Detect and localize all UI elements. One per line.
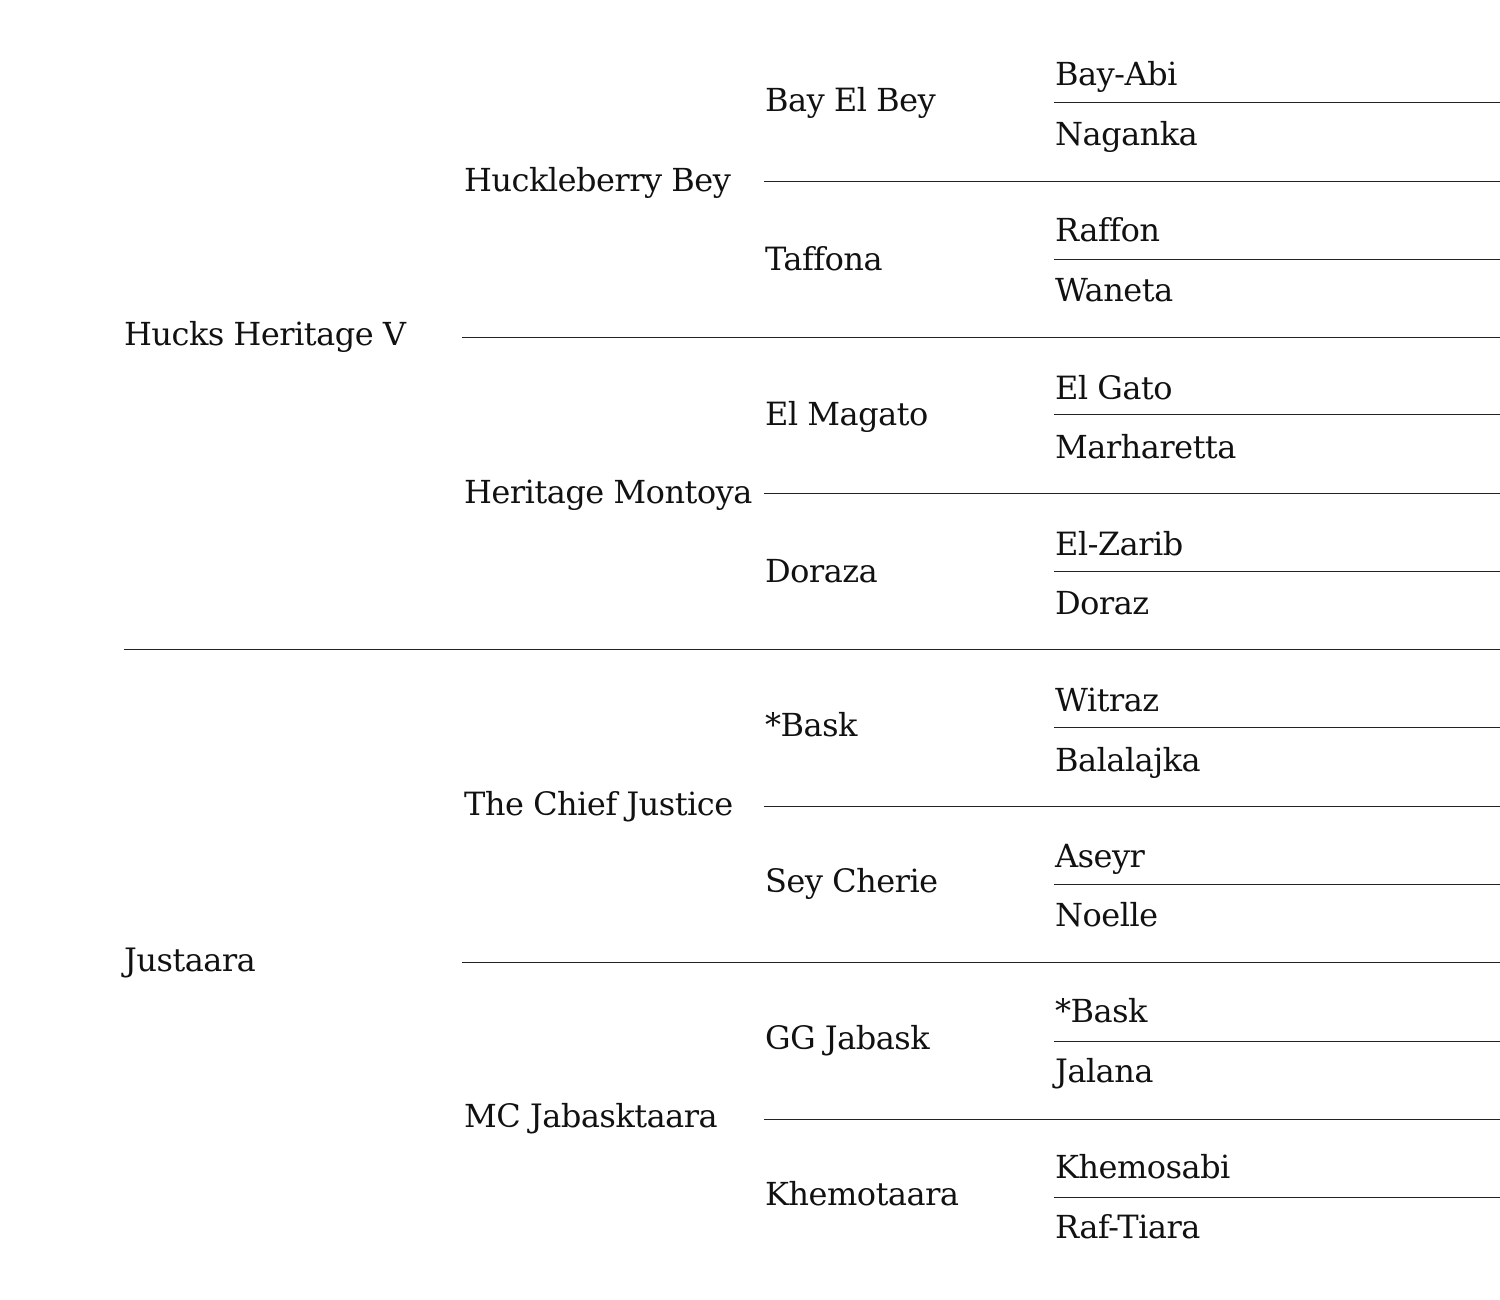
dd-dam-name: Khemotaara: [765, 1175, 959, 1213]
ssd-sire-name: Raffon: [1055, 211, 1160, 249]
ds-dam-name: Sey Cherie: [765, 862, 938, 900]
divider-gen2-bottom: [462, 962, 1500, 963]
sire-sire-name: Huckleberry Bey: [464, 161, 731, 199]
sd-sire-name: El Magato: [765, 395, 928, 433]
divider-gen4: [1054, 1197, 1500, 1198]
dsd-sire-name: Aseyr: [1055, 837, 1145, 875]
divider-gen4: [1054, 1041, 1500, 1042]
dds-dam-name: Jalana: [1055, 1052, 1153, 1090]
divider-gen4: [1054, 259, 1500, 260]
sd-dam-name: Doraza: [765, 552, 878, 590]
ssd-dam-name: Waneta: [1055, 271, 1173, 309]
divider-gen4: [1054, 571, 1500, 572]
divider-gen4: [1054, 414, 1500, 415]
sss-sire-name: Bay-Abi: [1055, 55, 1177, 93]
divider-gen4: [1054, 102, 1500, 103]
dss-sire-name: Witraz: [1055, 681, 1159, 719]
ss-sire-name: Bay El Bey: [765, 81, 936, 119]
sire-dam-name: Heritage Montoya: [464, 473, 752, 511]
divider-gen4: [1054, 727, 1500, 728]
sire-name: Hucks Heritage V: [124, 315, 406, 353]
divider-gen3: [764, 181, 1500, 182]
ds-sire-name: *Bask: [765, 706, 857, 744]
dd-sire-name: GG Jabask: [765, 1019, 930, 1057]
sds-dam-name: Marharetta: [1055, 428, 1236, 466]
sds-sire-name: El Gato: [1055, 369, 1173, 407]
dss-dam-name: Balalajka: [1055, 741, 1201, 779]
divider-gen3: [764, 493, 1500, 494]
ddd-dam-name: Raf-Tiara: [1055, 1208, 1200, 1246]
divider-gen3: [764, 806, 1500, 807]
dam-dam-name: MC Jabasktaara: [464, 1097, 718, 1135]
dam-name: Justaara: [124, 941, 256, 979]
divider-gen1: [124, 649, 1500, 650]
ddd-sire-name: Khemosabi: [1055, 1148, 1230, 1186]
divider-gen4: [1054, 884, 1500, 885]
sdd-dam-name: Doraz: [1055, 584, 1149, 622]
ss-dam-name: Taffona: [765, 240, 883, 278]
dam-sire-name: The Chief Justice: [464, 785, 733, 823]
dds-sire-name: *Bask: [1055, 992, 1147, 1030]
divider-gen3: [764, 1119, 1500, 1120]
divider-gen2-top: [462, 337, 1500, 338]
sdd-sire-name: El-Zarib: [1055, 525, 1183, 563]
sss-dam-name: Naganka: [1055, 115, 1198, 153]
dsd-dam-name: Noelle: [1055, 896, 1158, 934]
